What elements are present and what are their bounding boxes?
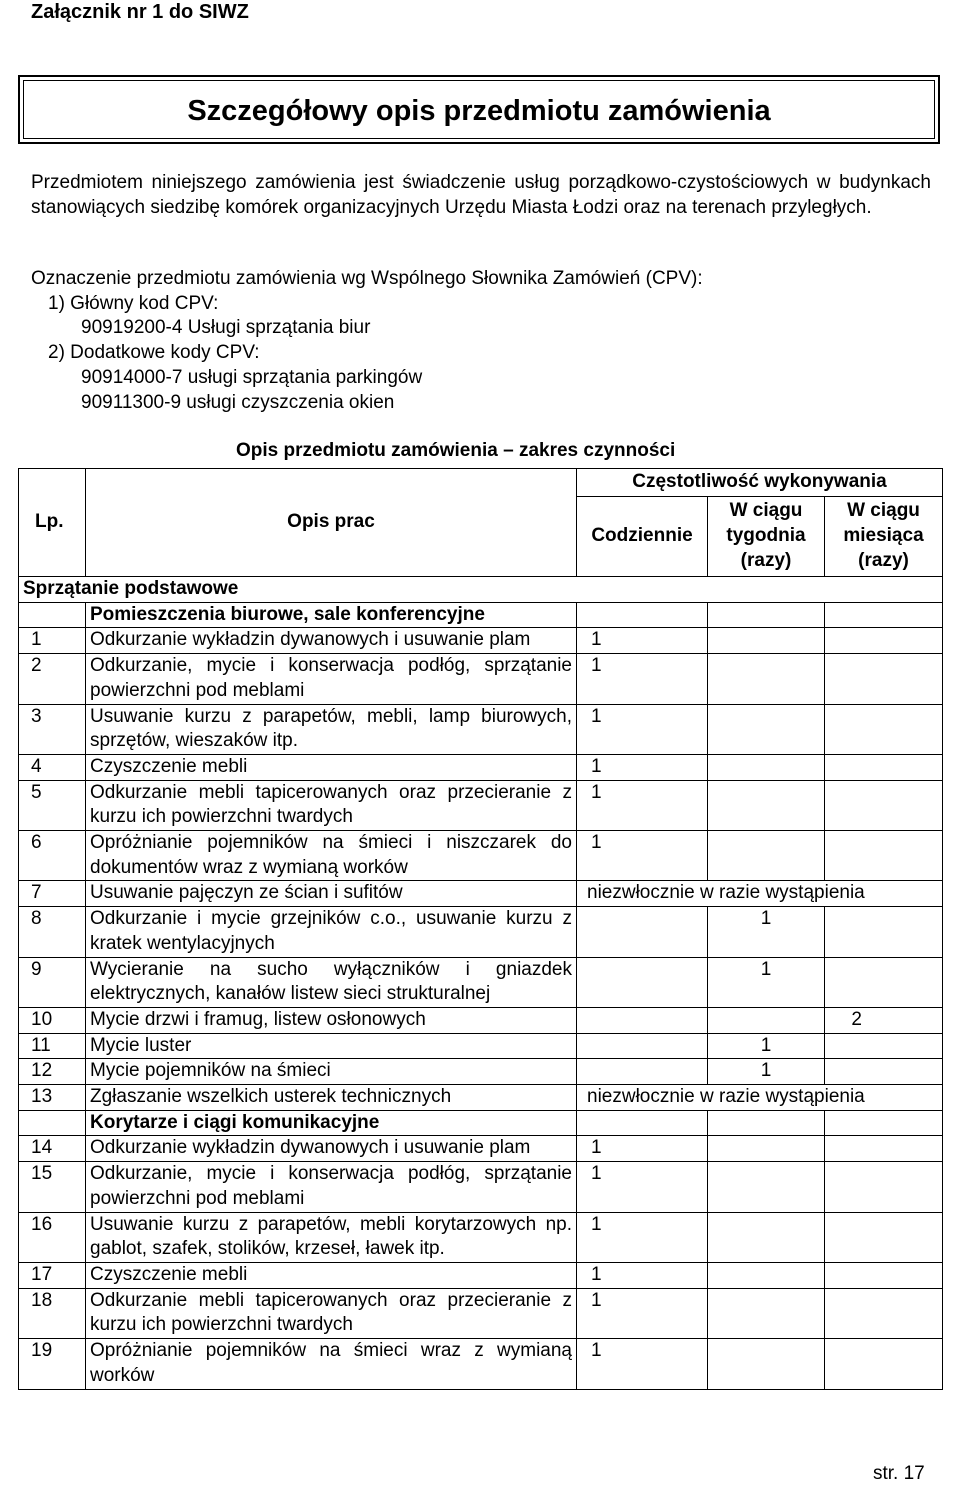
table-row	[19, 628, 943, 654]
row-daily: 1	[577, 1162, 708, 1212]
row-monthly	[825, 1059, 943, 1085]
row-weekly	[708, 1262, 825, 1288]
row-weekly	[708, 780, 825, 830]
table-row	[19, 1212, 943, 1262]
row-monthly	[825, 1288, 943, 1338]
row-weekly	[708, 1007, 825, 1033]
row-description: Odkurzanie, mycie i konserwacja podłóg, sprzątanie powierzchni pod meblami	[86, 1162, 577, 1212]
section-row-main-label: Sprzątanie podstawowe	[19, 577, 943, 603]
row-monthly	[825, 1339, 943, 1389]
table-row	[19, 881, 943, 907]
table-row	[19, 1033, 943, 1059]
header-daily: Codziennie	[577, 497, 708, 577]
header-lp: Lp.	[19, 469, 86, 577]
header-weekly: W ciągu tygodnia (razy)	[708, 497, 825, 577]
annex-label: Załącznik nr 1 do SIWZ	[31, 1, 249, 23]
row-weekly	[708, 1162, 825, 1212]
subsection-row-office	[19, 602, 943, 628]
header-monthly: W ciągu miesiąca (razy)	[825, 497, 943, 577]
row-monthly	[825, 957, 943, 1007]
row-daily: 1	[577, 1288, 708, 1338]
empty-cell	[19, 1110, 86, 1136]
row-monthly	[825, 654, 943, 704]
row-daily: 1	[577, 1212, 708, 1262]
row-monthly	[825, 831, 943, 881]
row-weekly	[708, 1136, 825, 1162]
row-weekly: 1	[708, 1033, 825, 1059]
row-description: Opróżnianie pojemników na śmieci wraz z wymianą worków	[86, 1339, 577, 1389]
row-monthly	[825, 704, 943, 754]
row-weekly	[708, 831, 825, 881]
row-daily: 1	[577, 831, 708, 881]
page-number: str. 17	[873, 1463, 925, 1484]
subsection-row-office-label: Pomieszczenia biurowe, sale konferencyjne	[86, 602, 577, 628]
row-lp: 9	[19, 957, 86, 1007]
row-daily: 1	[577, 754, 708, 780]
row-frequency-immediate: niezwłocznie w razie wystąpienia	[577, 1085, 943, 1111]
cpv-extra-code: 90911300-9 usługi czyszczenia okien	[81, 391, 395, 413]
row-monthly	[825, 907, 943, 957]
row-lp: 7	[19, 881, 86, 907]
row-frequency-immediate: niezwłocznie w razie wystąpienia	[577, 881, 943, 907]
row-daily: 1	[577, 654, 708, 704]
row-weekly	[708, 1288, 825, 1338]
row-description: Mycie pojemników na śmieci	[86, 1059, 577, 1085]
subsection-row-corridor-label: Korytarze i ciągi komunikacyjne	[86, 1110, 577, 1136]
table-row	[19, 780, 943, 830]
table-row	[19, 1339, 943, 1389]
row-lp: 16	[19, 1212, 86, 1262]
section-row-main	[19, 577, 943, 603]
row-lp: 5	[19, 780, 86, 830]
row-daily	[577, 907, 708, 957]
row-lp: 1	[19, 628, 86, 654]
table-row	[19, 831, 943, 881]
row-lp: 11	[19, 1033, 86, 1059]
row-lp: 15	[19, 1162, 86, 1212]
row-monthly	[825, 1212, 943, 1262]
row-daily: 1	[577, 1339, 708, 1389]
row-weekly	[708, 628, 825, 654]
row-daily	[577, 1007, 708, 1033]
cpv-extra-code: 90914000-7 usługi sprzątania parkingów	[81, 366, 423, 388]
row-weekly	[708, 654, 825, 704]
row-lp: 13	[19, 1085, 86, 1111]
row-description: Usuwanie pajęczyn ze ścian i sufitów	[86, 881, 577, 907]
row-lp: 3	[19, 704, 86, 754]
row-lp: 18	[19, 1288, 86, 1338]
cpv-heading: Oznaczenie przedmiotu zamówienia wg Wspólnego Słownika Zamówień (CPV):	[31, 268, 703, 289]
row-description: Odkurzanie wykładzin dywanowych i usuwanie plam	[86, 628, 577, 654]
row-lp: 2	[19, 654, 86, 704]
row-daily	[577, 1033, 708, 1059]
works-table	[18, 468, 943, 1390]
header-desc: Opis prac	[86, 469, 577, 577]
row-daily: 1	[577, 704, 708, 754]
table-row	[19, 1262, 943, 1288]
table-row	[19, 907, 943, 957]
row-lp: 14	[19, 1136, 86, 1162]
document-title: Szczegółowy opis przedmiotu zamówienia	[23, 80, 935, 139]
intro-paragraph: Przedmiotem niniejszego zamówienia jest świadczenie usług porządkowo-czystościowych w budynkach stanowiących siedzibę komórek organizacyjnych Urzędu Miasta Łodzi oraz na terenach przyległych.	[31, 172, 931, 218]
row-lp: 19	[19, 1339, 86, 1389]
row-weekly	[708, 754, 825, 780]
row-monthly	[825, 780, 943, 830]
row-monthly	[825, 628, 943, 654]
table-row	[19, 1085, 943, 1111]
row-description: Usuwanie kurzu z parapetów, mebli korytarzowych np. gablot, szafek, stolików, krzeseł, ławek itp.	[86, 1212, 577, 1262]
cpv-extra-label: 2) Dodatkowe kody CPV:	[48, 342, 260, 364]
header-frequency: Częstotliwość wykonywania	[577, 469, 943, 497]
row-monthly	[825, 1033, 943, 1059]
table-row	[19, 654, 943, 704]
row-monthly	[825, 754, 943, 780]
table-row	[19, 1007, 943, 1033]
row-weekly	[708, 1212, 825, 1262]
row-daily	[577, 1059, 708, 1085]
table-row	[19, 754, 943, 780]
empty-cell	[825, 1110, 943, 1136]
row-monthly: 2	[825, 1007, 943, 1033]
section-title: Opis przedmiotu zamówienia – zakres czynności	[236, 440, 676, 461]
row-lp: 6	[19, 831, 86, 881]
row-monthly	[825, 1136, 943, 1162]
table-row	[19, 957, 943, 1007]
row-description: Mycie drzwi i framug, listew osłonowych	[86, 1007, 577, 1033]
row-daily: 1	[577, 1262, 708, 1288]
table-row	[19, 704, 943, 754]
row-lp: 12	[19, 1059, 86, 1085]
row-description: Usuwanie kurzu z parapetów, mebli, lamp biurowych, sprzętów, wieszaków itp.	[86, 704, 577, 754]
empty-cell	[577, 1110, 708, 1136]
cpv-block	[31, 267, 703, 415]
table-row	[19, 1288, 943, 1338]
row-weekly: 1	[708, 907, 825, 957]
row-description: Odkurzanie, mycie i konserwacja podłóg, sprzątanie powierzchni pod meblami	[86, 654, 577, 704]
table-row	[19, 1059, 943, 1085]
empty-cell	[708, 602, 825, 628]
cpv-main-label: 1) Główny kod CPV:	[48, 292, 219, 314]
row-description: Czyszczenie mebli	[86, 754, 577, 780]
row-monthly	[825, 1162, 943, 1212]
row-daily	[577, 957, 708, 1007]
row-description: Czyszczenie mebli	[86, 1262, 577, 1288]
row-weekly	[708, 704, 825, 754]
row-description: Wycieranie na sucho wyłączników i gniazdek elektrycznych, kanałów listew sieci strukturalnej	[86, 957, 577, 1007]
row-description: Opróżnianie pojemników na śmieci i niszczarek do dokumentów wraz z wymianą worków	[86, 831, 577, 881]
row-lp: 8	[19, 907, 86, 957]
title-frame	[18, 75, 940, 144]
empty-cell	[577, 602, 708, 628]
row-weekly	[708, 1339, 825, 1389]
row-description: Odkurzanie wykładzin dywanowych i usuwanie plam	[86, 1136, 577, 1162]
row-lp: 4	[19, 754, 86, 780]
row-description: Mycie luster	[86, 1033, 577, 1059]
table-row	[19, 1136, 943, 1162]
row-weekly: 1	[708, 957, 825, 1007]
row-weekly: 1	[708, 1059, 825, 1085]
row-lp: 17	[19, 1262, 86, 1288]
subsection-row-corridor	[19, 1110, 943, 1136]
row-description: Odkurzanie i mycie grzejników c.o., usuwanie kurzu z kratek wentylacyjnych	[86, 907, 577, 957]
table-row	[19, 1162, 943, 1212]
row-description: Odkurzanie mebli tapicerowanych oraz przecieranie z kurzu ich powierzchni twardych	[86, 1288, 577, 1338]
row-lp: 10	[19, 1007, 86, 1033]
row-monthly	[825, 1262, 943, 1288]
row-daily: 1	[577, 628, 708, 654]
row-daily: 1	[577, 780, 708, 830]
empty-cell	[19, 602, 86, 628]
cpv-main-code: 90919200-4 Usługi sprzątania biur	[81, 317, 371, 339]
empty-cell	[825, 602, 943, 628]
empty-cell	[708, 1110, 825, 1136]
row-description: Zgłaszanie wszelkich usterek technicznych	[86, 1085, 577, 1111]
row-description: Odkurzanie mebli tapicerowanych oraz przecieranie z kurzu ich powierzchni twardych	[86, 780, 577, 830]
row-daily: 1	[577, 1136, 708, 1162]
